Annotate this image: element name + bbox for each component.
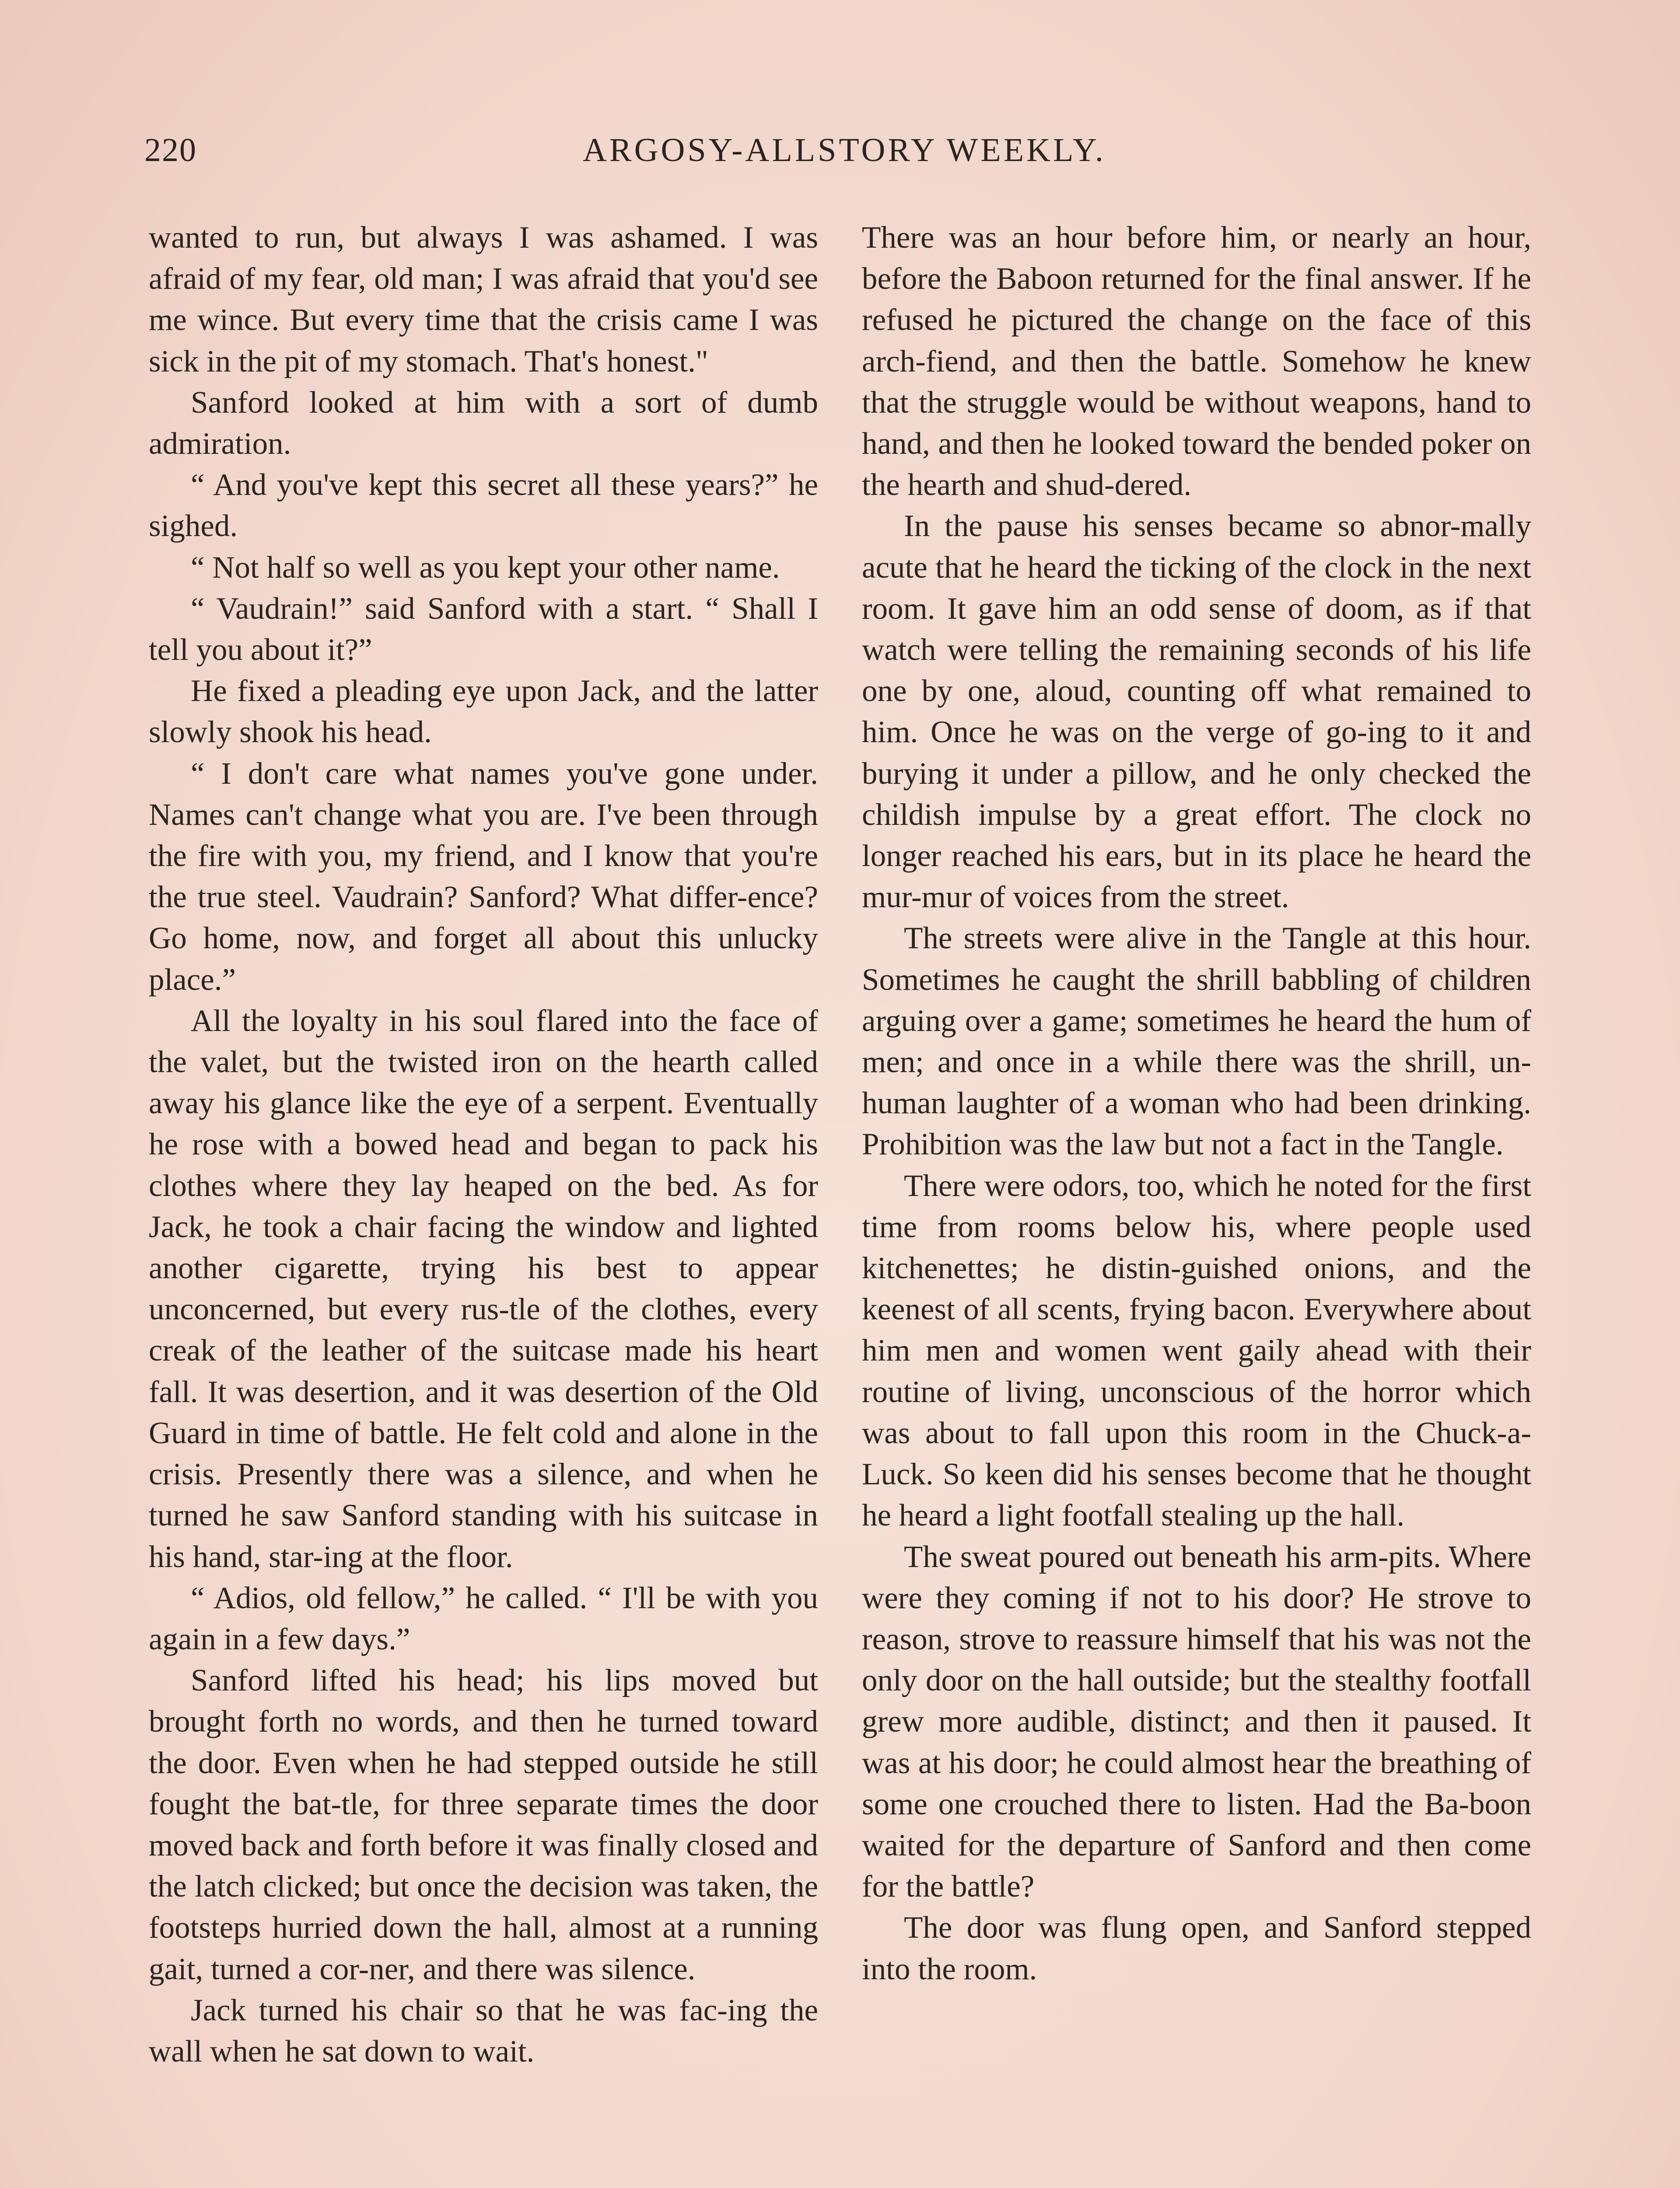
paragraph: “ Adios, old fellow,” he called. “ I'll be with you again in a few days.” — [149, 1581, 818, 1656]
paragraph: The door was flung open, and Sanford stepped into the room. — [862, 1911, 1531, 1986]
paragraph: “ Vaudrain!” said Sanford with a start. “ Shall I tell you about it?” — [149, 591, 818, 667]
paragraph: In the pause his senses became so abnor-mally acute that he heard the ticking of the clock in the next room. It gave him an odd sense of doom, as if that watch were telling the remaining seconds of his life one by one, aloud, counting off what remained to him. Once he was on the verge of go-ing to it and burying it under a pillow, and he only checked the childish impulse by a great effort. The clock no longer reached his ears, but in its place he heard the mur-mur of voices from the street. — [862, 509, 1531, 915]
paragraph: Sanford looked at him with a sort of dumb admiration. — [149, 385, 818, 461]
paragraph: All the loyalty in his soul flared into the face of the valet, but the twisted iron on the hearth called away his glance like the eye of a serpent. Eventually he rose with a bowed head and began to pack his clothes where they lay heaped on the bed. As for Jack, he took a chair facing the window and lighted another cigarette, trying his best to appear unconcerned, but every rus-tle of the clothes, every creak of the leather of the suitcase made his heart fall. It was desertion, and it was desertion of the Old Guard in time of battle. He felt cold and alone in the crisis. Presently there was a silence, and when he turned he saw Sanford standing with his suitcase in his hand, star-ing at the floor. — [149, 1003, 818, 1574]
paragraph: The sweat poured out beneath his arm-pits. Where were they coming if not to his door? He strove to reason, strove to reassure himself that his was not the only door on the hall outside; but the stealthy footfall grew more audible, distinct; and then it paused. It was at his door; he could almost hear the breathing of some one crouched there to listen. Had the Ba-boon waited for the departure of Sanford and then come for the battle? — [862, 1539, 1531, 1904]
page-header — [144, 131, 1544, 184]
paragraph: “ I don't care what names you've gone under. Names can't change what you are. I've been through the fire with you, my friend, and I know that you're the true steel. Vaudrain? Sanford? What differ-ence? Go home, now, and forget all about this unlucky place.” — [149, 756, 818, 997]
paragraph: “ Not half so well as you kept your other name. — [191, 550, 780, 585]
page-number: 220 — [144, 132, 197, 168]
right-column — [862, 217, 1531, 1990]
paragraph: Sanford lifted his head; his lips moved but brought forth no words, and then he turned toward the door. Even when he had stepped outside he still fought the bat-tle, for three separate times the door moved back and forth before it was finally closed and the latch clicked; but once the decision was taken, the footsteps hurried down the hall, almost at a running gait, turned a cor-ner, and there was silence. — [149, 1663, 818, 1986]
paragraph: wanted to run, but always I was ashamed. I was afraid of my fear, old man; I was afraid that you'd see me wince. But every time that the crisis came I was sick in the pit of my stomach. That's honest." — [149, 221, 818, 379]
paragraph: There were odors, too, which he noted for the first time from rooms below his, where people used kitchenettes; he distin-guished onions, and the keenest of all scents, frying bacon. Everywhere about him men and women went gaily ahead with their routine of living, unconscious of the horror which was about to fall upon this room in the Chuck-a-Luck. So keen did his senses become that he thought he heard a light footfall stealing up the hall. — [862, 1168, 1531, 1533]
left-column — [149, 217, 818, 2072]
paragraph: “ And you've kept this secret all these years?” he sighed. — [149, 468, 818, 543]
paragraph: He fixed a pleading eye upon Jack, and the latter slowly shook his head. — [149, 674, 818, 750]
paragraph: Jack turned his chair so that he was fac-ing the wall when he sat down to wait. — [149, 1993, 818, 2069]
paragraph: There was an hour before him, or nearly an hour, before the Baboon returned for the final answer. If he refused he pictured the change on the face of this arch-fiend, and then the battle. Somehow he knew that the struggle would be without weapons, hand to hand, and then he looked toward the bended poker on the hearth and shud-dered. — [862, 221, 1531, 502]
paragraph: The streets were alive in the Tangle at this hour. Sometimes he caught the shrill babbling of children arguing over a game; sometimes he heard the hum of men; and once in a while there was the shrill, un-human laughter of a woman who had been drinking. Prohibition was the law but not a fact in the Tangle. — [862, 921, 1531, 1162]
running-title: ARGOSY-ALLSTORY WEEKLY. — [583, 132, 1106, 168]
